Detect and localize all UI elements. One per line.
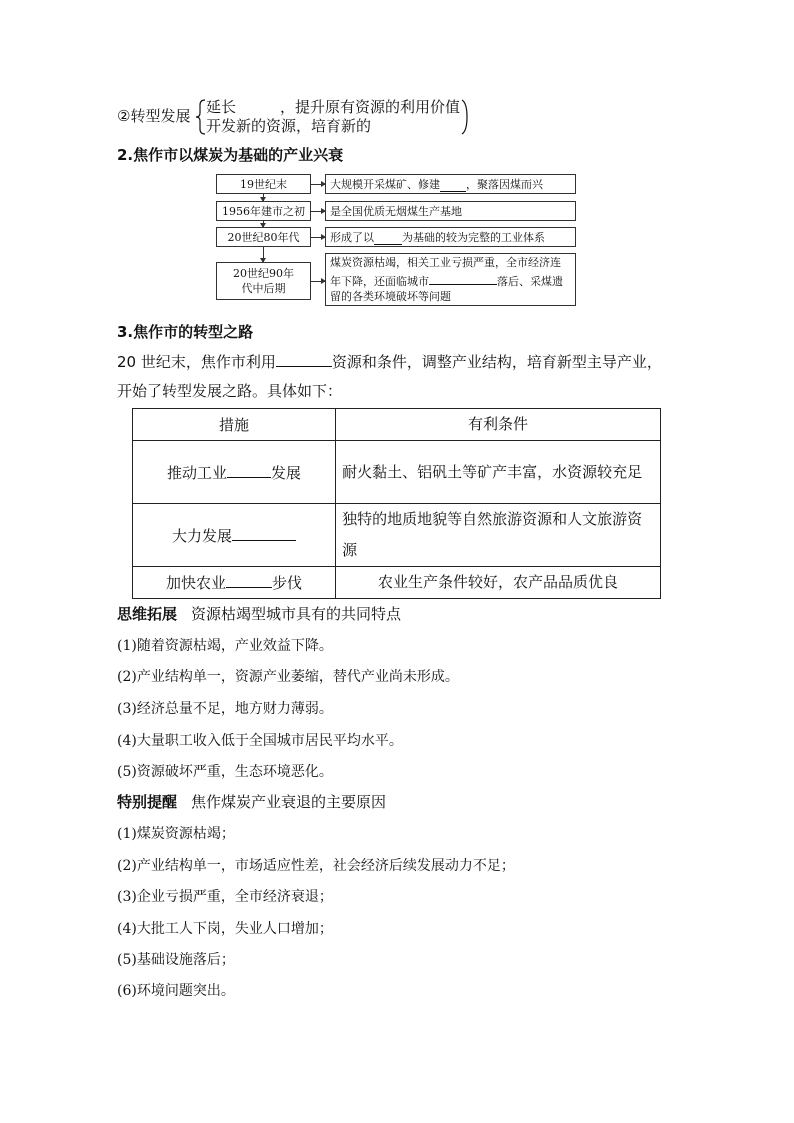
table-header-cell: 有利条件 [336, 409, 661, 441]
table-cell-measure: 加快农业 步伐 [133, 567, 336, 599]
flow-desc-text: 是全国优质无烟煤生产基地 [330, 204, 462, 218]
list-item: (5)基础设施落后； [117, 952, 235, 968]
fill-blank [429, 270, 497, 285]
list-item: (5)资源破坏严重，生态环境恶化。 [117, 764, 333, 780]
flow-desc-box [325, 253, 576, 306]
section3-paragraph-line2: 开始了转型发展之路。具体如下： [117, 382, 343, 400]
flow-desc-text: 大规模开采煤矿、修建 [330, 177, 440, 191]
list-item: (4)大量职工收入低于全国城市居民平均水平。 [117, 733, 403, 749]
flow-desc-text: 煤炭资源枯竭，相关工业亏损严重，全市经济连年下降，还面临城市 落后、采煤遗留的各类环境破坏等问题 [330, 256, 563, 303]
flow-right-arrow [311, 211, 325, 212]
flow-down-arrow [263, 221, 264, 227]
fill-blank [226, 573, 272, 588]
transform-line1-b: ，提升原有资源的利用价值 [280, 98, 461, 116]
transform-line1 [206, 97, 460, 117]
table-cell-condition: 耐火黏土、铝矾土等矿产丰富，水资源较充足 [336, 441, 661, 504]
fill-blank [440, 177, 466, 192]
flow-desc-box [325, 201, 576, 221]
measures-table [132, 408, 661, 599]
flow-period-label: 20世纪80年代 [227, 230, 300, 244]
reminder-title: 焦作煤炭产业衰退的主要原因 [191, 793, 387, 811]
table-cell-measure: 推动工业 发展 [133, 441, 336, 504]
flow-period-label: 1956年建市之初 [222, 204, 305, 218]
list-item: (6)环境问题突出。 [117, 983, 235, 999]
list-item: (3)企业亏损严重，全市经济衰退； [117, 889, 333, 905]
flow-period-box [216, 174, 311, 194]
transform-line2: 开发新的资源，培育新的 [206, 117, 372, 135]
list-item: (2)产业结构单一，市场适应性差，社会经济后续发展动力不足； [117, 858, 515, 874]
flow-period-box [216, 227, 311, 247]
reminder-heading [117, 792, 386, 812]
table-cell-measure: 大力发展 [133, 504, 336, 567]
thinking-label: 思维拓展 [117, 605, 178, 623]
flow-desc-text: 为基础的较为完整的工业体系 [402, 230, 545, 244]
list-item: (1)煤炭资源枯竭； [117, 826, 235, 842]
right-bracket-icon [460, 99, 470, 135]
table-header-row [133, 409, 661, 441]
fill-blank [232, 526, 296, 541]
flow-down-arrow [263, 247, 264, 262]
list-item: (1)随着资源枯竭，产业效益下降。 [117, 638, 333, 654]
flow-down-arrow [263, 194, 264, 201]
flow-right-arrow [311, 281, 325, 282]
flow-period-box [216, 201, 311, 221]
flow-desc-text: ，聚落因煤而兴 [466, 177, 543, 191]
thinking-title: 资源枯竭型城市具有的共同特点 [191, 605, 402, 623]
thinking-heading [117, 604, 401, 624]
reminder-label: 特别提醒 [117, 793, 178, 811]
fill-blank [276, 352, 332, 367]
list-item: (3)经济总量不足，地方财力薄弱。 [117, 701, 333, 717]
flow-period-label: 20世纪90年代中后期 [233, 267, 294, 295]
transform-line1-a: 延长 [206, 98, 237, 116]
fill-blank [374, 230, 402, 245]
table-cell-condition: 农业生产条件较好，农产品品质优良 [336, 567, 661, 599]
table-header-cell: 措施 [133, 409, 336, 441]
flow-desc-box [325, 227, 576, 247]
table-cell-condition: 独特的地质地貌等自然旅游资源和人文旅游资源 [336, 504, 661, 567]
table-row [133, 504, 661, 567]
transform-lead: ②转型发展 [117, 107, 191, 125]
flow-right-arrow [311, 237, 325, 238]
table-row [133, 567, 661, 599]
flow-desc-text: 形成了以 [330, 230, 374, 244]
section2-title: 2.焦作市以煤炭为基础的产业兴衰 [117, 146, 344, 164]
section3-title: 3.焦作市的转型之路 [117, 323, 254, 341]
table-row [133, 441, 661, 504]
flow-right-arrow [311, 184, 325, 185]
fill-blank [227, 463, 271, 478]
flow-desc-box [325, 174, 576, 194]
list-item: (2)产业结构单一，资源产业萎缩，替代产业尚未形成。 [117, 669, 459, 685]
section3-paragraph-line1: 20 世纪末，焦作市利用 资源和条件，调整产业结构，培育新型主导产业， [117, 353, 662, 371]
flow-period-box [216, 262, 311, 300]
flow-period-label: 19世纪末 [240, 177, 287, 191]
list-item: (4)大批工人下岗，失业人口增加； [117, 921, 333, 937]
